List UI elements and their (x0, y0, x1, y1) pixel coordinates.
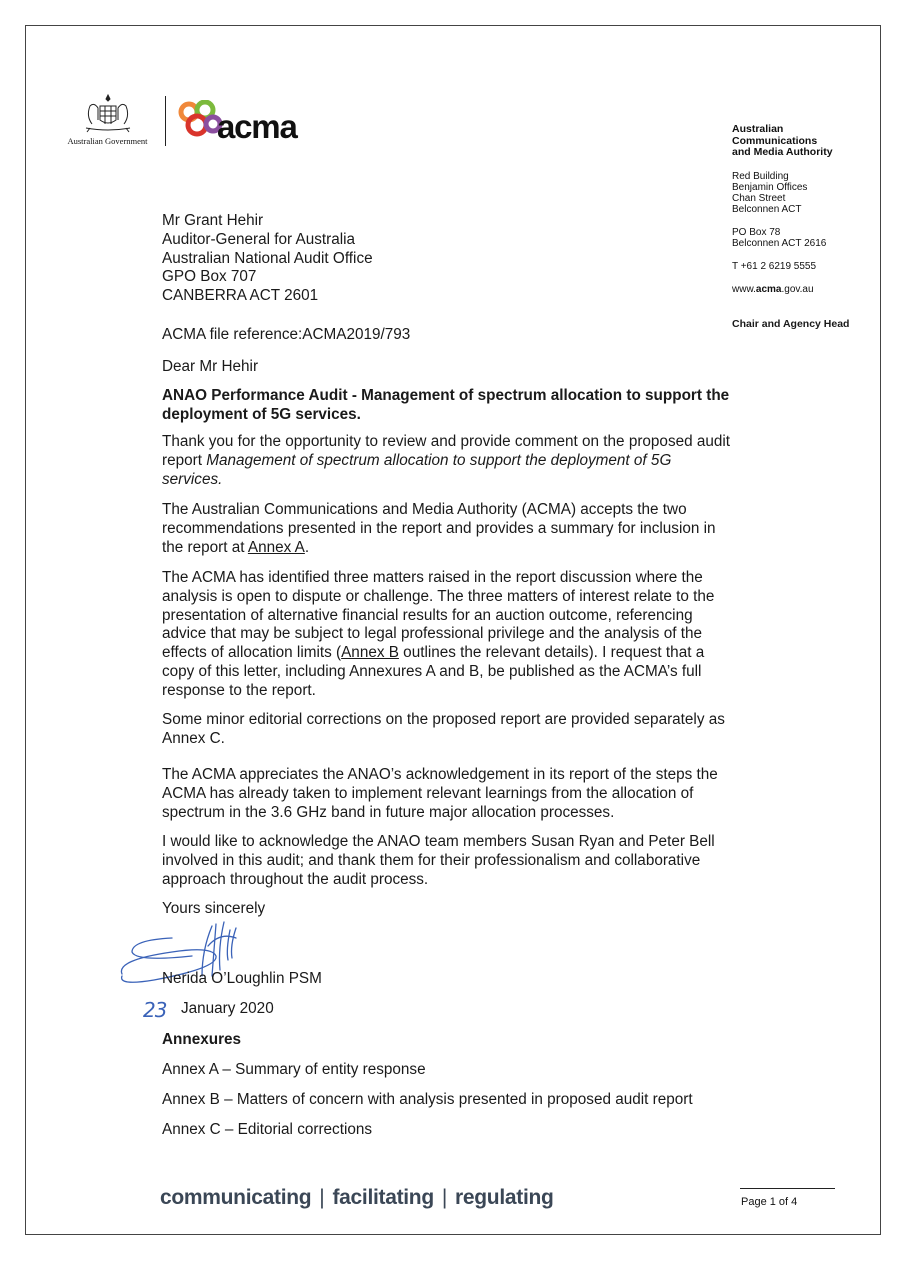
closing: Yours sincerely (162, 900, 266, 917)
sender-details (732, 124, 872, 295)
annex-item: Annex B – Matters of concern with analysis presented in proposed audit report (162, 1091, 693, 1108)
sender-po-box: PO Box 78 Belconnen ACT 2616 (732, 226, 827, 249)
government-name: Australian Government (67, 136, 148, 146)
paragraph-matters: The ACMA has identified three matters raised in the report discussion where the analysis is open to dispute or challenge. The three matters of interest relate to the presentation of alternative financial results for an auction outcome, referencing advice that may be subject to legal professional privilege and the analysis of the effects of allocation limits (Annex B outlines the relevant details). I request that a copy of this letter, including Annexures A and B, be published as the ACMA’s full response to the report. (162, 569, 715, 699)
recipient-address: Mr Grant Hehir Auditor-General for Australia Australian National Audit Office GPO Box 707 CANBERRA ACT 2601 (162, 212, 373, 305)
acma-wordmark: acma (217, 108, 297, 145)
annex-item: Annex A – Summary of entity response (162, 1061, 426, 1078)
signer-name: Nerida O’Loughlin PSM (162, 970, 322, 987)
salutation: Dear Mr Hehir (162, 358, 259, 375)
file-reference: ACMA file reference:ACMA2019/793 (162, 326, 411, 343)
sender-street-address: Red Building Benjamin Offices Chan Street Belconnen ACT (732, 170, 808, 215)
letter-subject: ANAO Performance Audit - Management of spectrum allocation to support the deployment of 5G services. (162, 387, 730, 423)
annexures-title: Annexures (162, 1031, 242, 1048)
letter-date: January 2020 (181, 1000, 274, 1017)
paragraph-thanks: Thank you for the opportunity to review and provide comment on the proposed audit report Management of spectrum allocation to support the deployment of 5G services. (162, 433, 731, 488)
annex-b-link[interactable]: Annex B (341, 644, 399, 662)
sender-website[interactable]: www.acma.gov.au (732, 283, 814, 295)
logo-divider (165, 96, 166, 146)
annex-item: Annex C – Editorial corrections (162, 1121, 373, 1138)
annex-a-link[interactable]: Annex A (247, 538, 305, 556)
paragraph-recommendations: The Australian Communications and Media Authority (ACMA) accepts the two recommendations presented in the report and provides a summary for inclusion in the report at Annex A. (162, 501, 716, 556)
sender-role: Chair and Agency Head (732, 318, 850, 330)
handwritten-date-day: 23 (143, 998, 167, 1022)
page-number-rule (740, 1188, 835, 1189)
paragraph-editorial: Some minor editorial corrections on the proposed report are provided separately as Annex C. (162, 711, 725, 747)
sender-phone: T +61 2 6219 5555 (732, 260, 817, 272)
paragraph-acknowledgement: I would like to acknowledge the ANAO team members Susan Ryan and Peter Bell involved in this audit; and thank them for their professionalism and collaborative approach throughout the audit process. (162, 833, 715, 888)
coat-of-arms-icon (78, 92, 138, 134)
sender-org-name: Australian Communications and Media Authority (732, 123, 833, 158)
footer-tagline: communicating | facilitating | regulating (160, 1186, 554, 1209)
acma-logo (175, 100, 325, 150)
paragraph-appreciation: The ACMA appreciates the ANAO’s acknowledgement in its report of the steps the ACMA has already taken to implement relevant learnings from the allocation of spectrum in the 3.6 GHz band in future major allocation processes. (162, 766, 718, 821)
australian-government-logo (60, 92, 155, 148)
page-number: Page 1 of 4 (741, 1196, 798, 1208)
